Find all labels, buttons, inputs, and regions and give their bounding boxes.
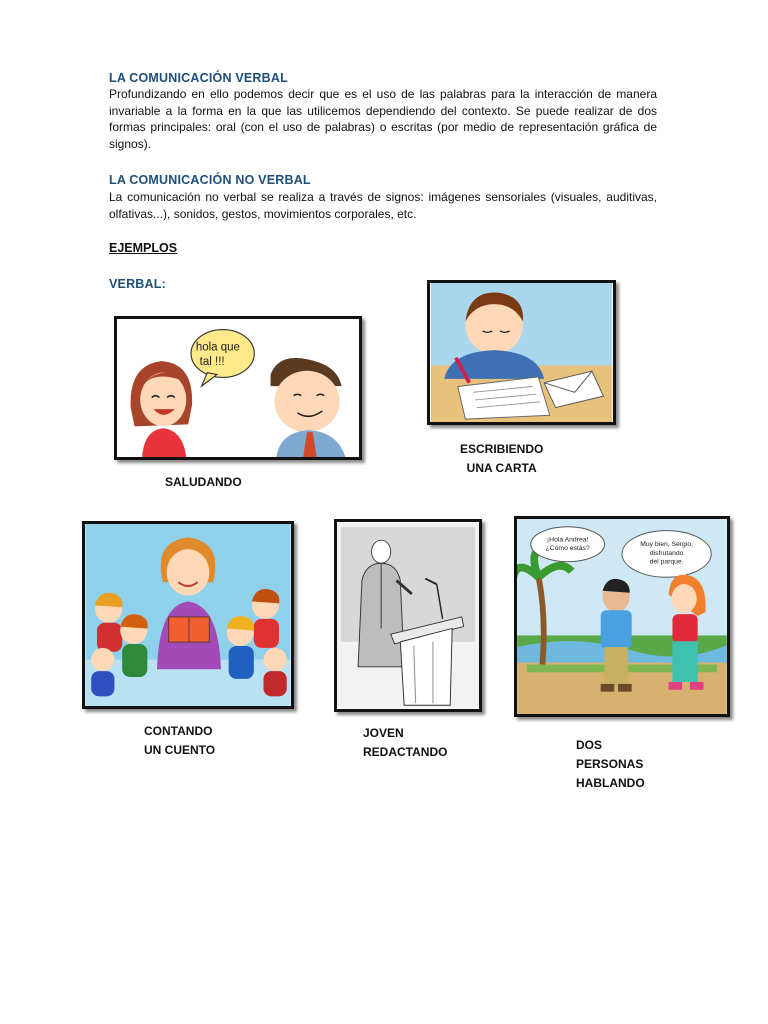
talking-bubble-right-line2: disfrutando: [649, 549, 684, 557]
talking-caption: DOS PERSONAS HABLANDO: [576, 738, 645, 790]
nonverbal-paragraph: La comunicación no verbal se realiza a través de signos: imágenes sensoriales (visuales, auditivas, olfativas...), sonidos, gestos, movimientos corporales, etc.: [109, 190, 657, 221]
greeting-caption: SALUDANDO: [165, 475, 242, 489]
greeting-bubble-line2: tal !!!: [199, 356, 225, 368]
talking-bubble-right-line1: Muy bien, Sergio,: [640, 541, 694, 549]
greeting-bubble-line1: hola que: [195, 341, 240, 354]
story-illustration: [82, 521, 294, 709]
letter-caption: ESCRIBIENDO UNA CARTA: [460, 442, 544, 475]
talking-bubble-right-line3: del parque.: [649, 558, 684, 566]
talking-illustration: [514, 516, 730, 717]
talking-bubble-left-line2: ¿Cómo estás?: [545, 545, 590, 553]
story-caption: CONTANDO UN CUENTO: [144, 724, 216, 757]
nonverbal-heading: LA COMUNICACIÓN NO VERBAL: [109, 173, 311, 187]
greeting-illustration: [114, 316, 362, 460]
talking-bubble-left-line1: ¡Hola Andrea!: [546, 536, 589, 544]
examples-heading: EJEMPLOS: [109, 241, 178, 255]
speaker-illustration: [334, 519, 482, 712]
verbal-paragraph: Profundizando en ello podemos decir que es el uso de las palabras para la interacción de manera invariable a la forma en la que las utilicemos dependiendo del contexto. Se puede realizar de dos formas principales: oral (con el uso de palabras) o escritas (por medio de representación gráfica de signos).: [109, 87, 657, 151]
verbal-heading: LA COMUNICACIÓN VERBAL: [109, 71, 288, 85]
speaker-caption: JOVEN REDACTANDO: [363, 726, 448, 759]
verbal-label: VERBAL:: [109, 277, 166, 291]
letter-illustration: [427, 280, 616, 425]
